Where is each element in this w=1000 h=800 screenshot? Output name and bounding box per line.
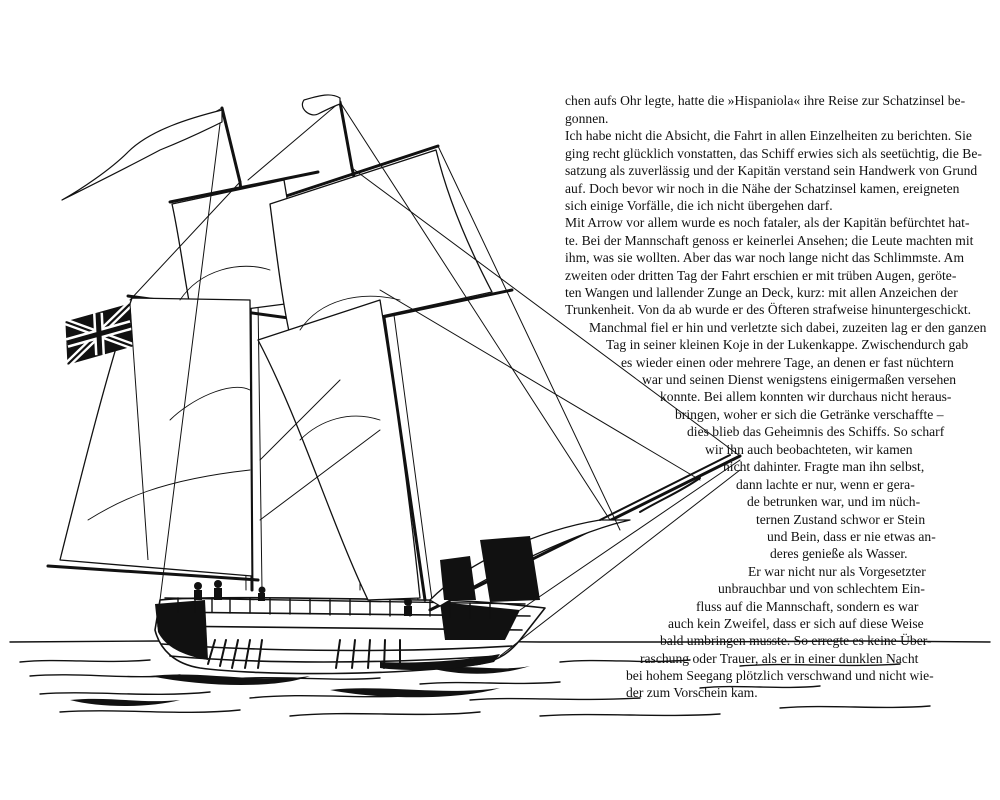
text-line: Tag in seiner kleinen Koje in der Lukenkappe. Zwischendurch gab <box>606 337 969 352</box>
text-line: Mit Arrow vor allem wurde es noch fataler, als der Kapitän befürchtet hat- <box>565 215 970 230</box>
text-line: nicht dahinter. Fragte man ihn selbst, <box>723 459 925 474</box>
text-line: bringen, woher er sich die Getränke verschaffte – <box>675 407 944 422</box>
text-line: konnte. Bei allem konnten wir durchaus nicht heraus- <box>660 389 952 404</box>
text-line: bei hohem Seegang plötzlich verschwand und nicht wie- <box>626 668 934 683</box>
text-line: chen aufs Ohr legte, hatte die »Hispaniola« ihre Reise zur Schatzinsel be- <box>565 93 966 108</box>
text-line: auch kein Zweifel, dass er sich auf diese Weise <box>668 616 924 631</box>
text-line: zweiten oder dritten Tag der Fahrt erschien er mit trüben Augen, geröte- <box>565 268 957 283</box>
text-line: der zum Vorschein kam. <box>626 685 758 700</box>
text-line: ging recht glücklich vonstatten, das Schiff erwies sich als seetüchtig, die Be- <box>565 146 982 161</box>
text-line: fluss auf die Mannschaft, sondern es war <box>696 599 919 614</box>
text-line: de betrunken war, und im nüch- <box>747 494 921 509</box>
text-line: Er war nicht nur als Vorgesetzter <box>748 564 926 579</box>
text-line: gonnen. <box>565 111 609 126</box>
text-line: war und seinen Dienst wenigstens einigermaßen versehen <box>642 372 957 387</box>
text-line: bald umbringen musste. So erregte es keine Über- <box>660 633 932 648</box>
text-line: und Bein, dass er nie etwas an- <box>767 529 936 544</box>
text-line: deres genieße als Wasser. <box>770 546 908 561</box>
text-line: dann lachte er nur, wenn er gera- <box>736 477 915 492</box>
text-line: auf. Doch bevor wir noch in die Nähe der Schatzinsel kamen, ereigneten <box>565 181 960 196</box>
text-line: Manchmal fiel er hin und verletzte sich dabei, zuzeiten lag er den ganzen <box>589 320 987 335</box>
text-line: ihm, was sie wollten. Aber das war noch lange nicht das Schlimmste. Am <box>565 250 965 265</box>
text-line: ten Wangen und lallender Zunge an Deck, kurz: mit allen Anzeichen der <box>565 285 958 300</box>
text-line: es wieder einen oder mehrere Tage, an denen er fast nüchtern <box>621 355 954 370</box>
text-line: satzung als zuverlässig und der Kapitän verstand sein Handwerk von Grund <box>565 163 978 178</box>
text-line: ternen Zustand schwor er Stein <box>756 512 926 527</box>
text-line: dies blieb das Geheimnis des Schiffs. So scharf <box>687 424 945 439</box>
text-line: te. Bei der Mannschaft genoss er keinerlei Ansehen; die Leute machten mit <box>565 233 974 248</box>
text-line: raschung oder Trauer, als er in einer dunklen Nacht <box>640 651 919 666</box>
text-line: wir ihn auch beobachteten, wir kamen <box>705 442 913 457</box>
text-line: Trunkenheit. Von da ab wurde er des Öfteren strafweise hinuntergeschickt. <box>565 302 972 317</box>
text-line: Ich habe nicht die Absicht, die Fahrt in allen Einzelheiten zu berichten. Sie <box>565 128 972 143</box>
text-line: unbrauchbar und von schlechtem Ein- <box>718 581 925 596</box>
text-line: sich einige Vorfälle, die ich nicht übergehen darf. <box>565 198 833 213</box>
